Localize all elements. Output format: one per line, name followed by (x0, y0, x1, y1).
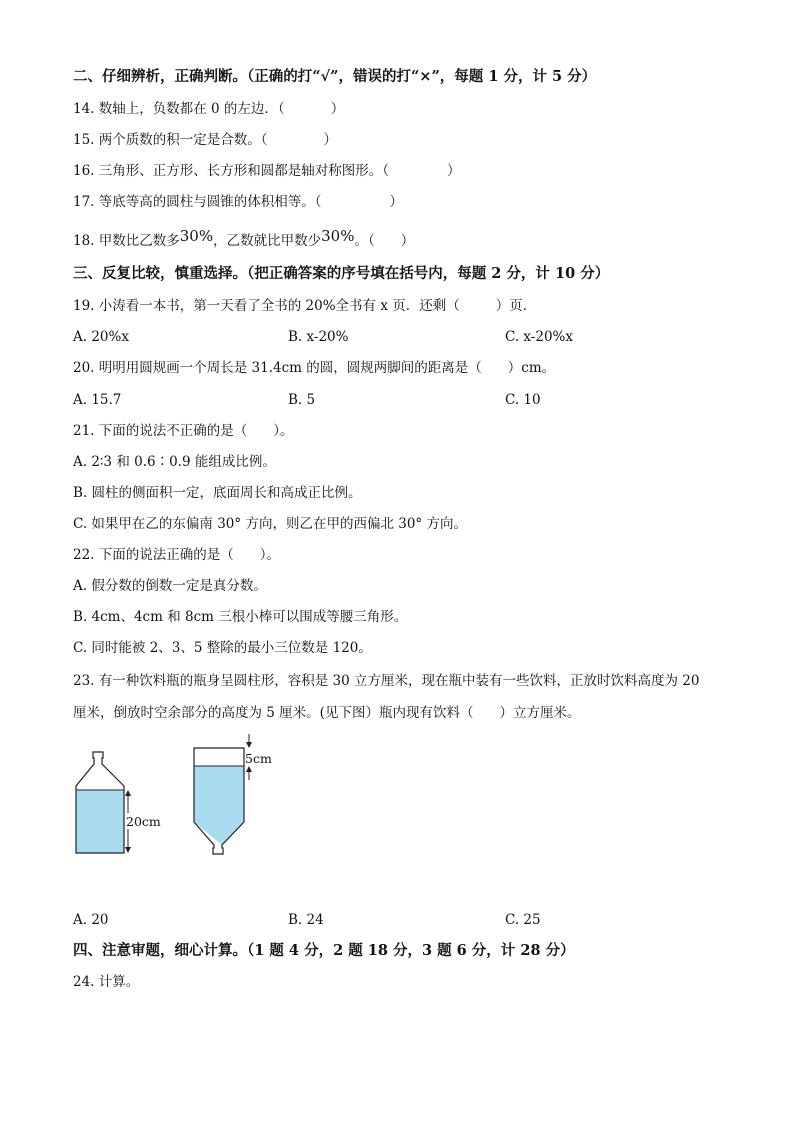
inverted-bottle (194, 734, 272, 854)
q21-option-a: A. 2∶3 和 0.6∶0.9 能组成比例。 (73, 454, 276, 470)
question-17: 17. 等底等高的圆柱与圆锥的体积相等。（ ） (73, 194, 404, 210)
question-15: 15. 两个质数的积一定是合数。（ ） (73, 132, 338, 148)
q19-option-a: A. 20%x (73, 329, 129, 345)
question-19: 19. 小涛看一本书，第一天看了全书的 20%全书有 x 页．还剩（ ）页． (73, 298, 537, 314)
q23-option-b: B. 24 (288, 912, 324, 928)
q19-option-b: B. x-20% (288, 329, 349, 345)
q20-option-a: A. 15.7 (73, 392, 122, 408)
dimension-5cm-label: 5cm (245, 751, 272, 766)
question-21: 21. 下面的说法不正确的是（ ）。 (73, 423, 294, 439)
q19-option-c: C. x-20%x (505, 329, 573, 345)
dimension-5cm-arrow-bottom (246, 766, 252, 772)
section-3-heading: 三、反复比较，慎重选择。（把正确答案的序号填在括号内，每题 2 分，计 10 分） (73, 265, 610, 282)
section-2-heading: 二、仔细辨析，正确判断。（正确的打“√”，错误的打“×”，每题 1 分，计 5 分） (73, 68, 597, 85)
question-18: 18. 甲数比乙数多30%，乙数就比甲数少30%。（ ） (73, 227, 415, 249)
q22-option-c: C. 同时能被 2、3、5 整除的最小三位数是 120。 (73, 640, 372, 656)
dimension-20cm-arrow-top (125, 790, 131, 796)
q22-option-a: A. 假分数的倒数一定是真分数。 (73, 578, 267, 594)
question-23-line-2: 厘米，倒放时空余部分的高度为 5 厘米。(见下图）瓶内现有饮料（ ）立方厘米。 (73, 705, 581, 721)
question-20: 20. 明明用圆规画一个周长是 31.4cm 的圆，圆规两脚间的距离是（ ）cm。 (73, 360, 556, 376)
q23-option-a: A. 20 (73, 912, 109, 928)
dimension-5cm-arrow-top (246, 742, 252, 748)
dimension-20cm-label: 20cm (126, 814, 161, 829)
q21-option-c: C. 如果甲在乙的东偏南 30° 方向，则乙在甲的西偏北 30° 方向。 (73, 516, 467, 532)
question-23-line-1: 23. 有一种饮料瓶的瓶身呈圆柱形，容积是 30 立方厘米，现在瓶中装有一些饮料，正放时饮料高度为 20 (73, 673, 700, 689)
inverted-water (194, 766, 244, 845)
question-16: 16. 三角形、正方形、长方形和圆都是轴对称图形。（ ） (73, 163, 461, 179)
q23-option-c: C. 25 (505, 912, 541, 928)
upright-bottle (76, 752, 161, 853)
upright-water (76, 790, 124, 853)
q20-option-b: B. 5 (288, 392, 316, 408)
q20-option-c: C. 10 (505, 392, 541, 408)
dimension-20cm-arrow-bottom (125, 847, 131, 853)
section-4-heading: 四、注意审题，细心计算。（1 题 4 分，2 题 18 分，3 题 6 分，计 28 分） (73, 942, 575, 959)
q22-option-b: B. 4cm、4cm 和 8cm 三根小棒可以围成等腰三角形。 (73, 609, 408, 625)
q21-option-b: B. 圆柱的侧面积一定，底面周长和高成正比例。 (73, 485, 362, 501)
question-22: 22. 下面的说法正确的是（ ）。 (73, 547, 281, 563)
question-14: 14. 数轴上，负数都在 0 的左边．（ ） (73, 101, 345, 117)
question-24: 24. 计算。 (73, 974, 140, 990)
